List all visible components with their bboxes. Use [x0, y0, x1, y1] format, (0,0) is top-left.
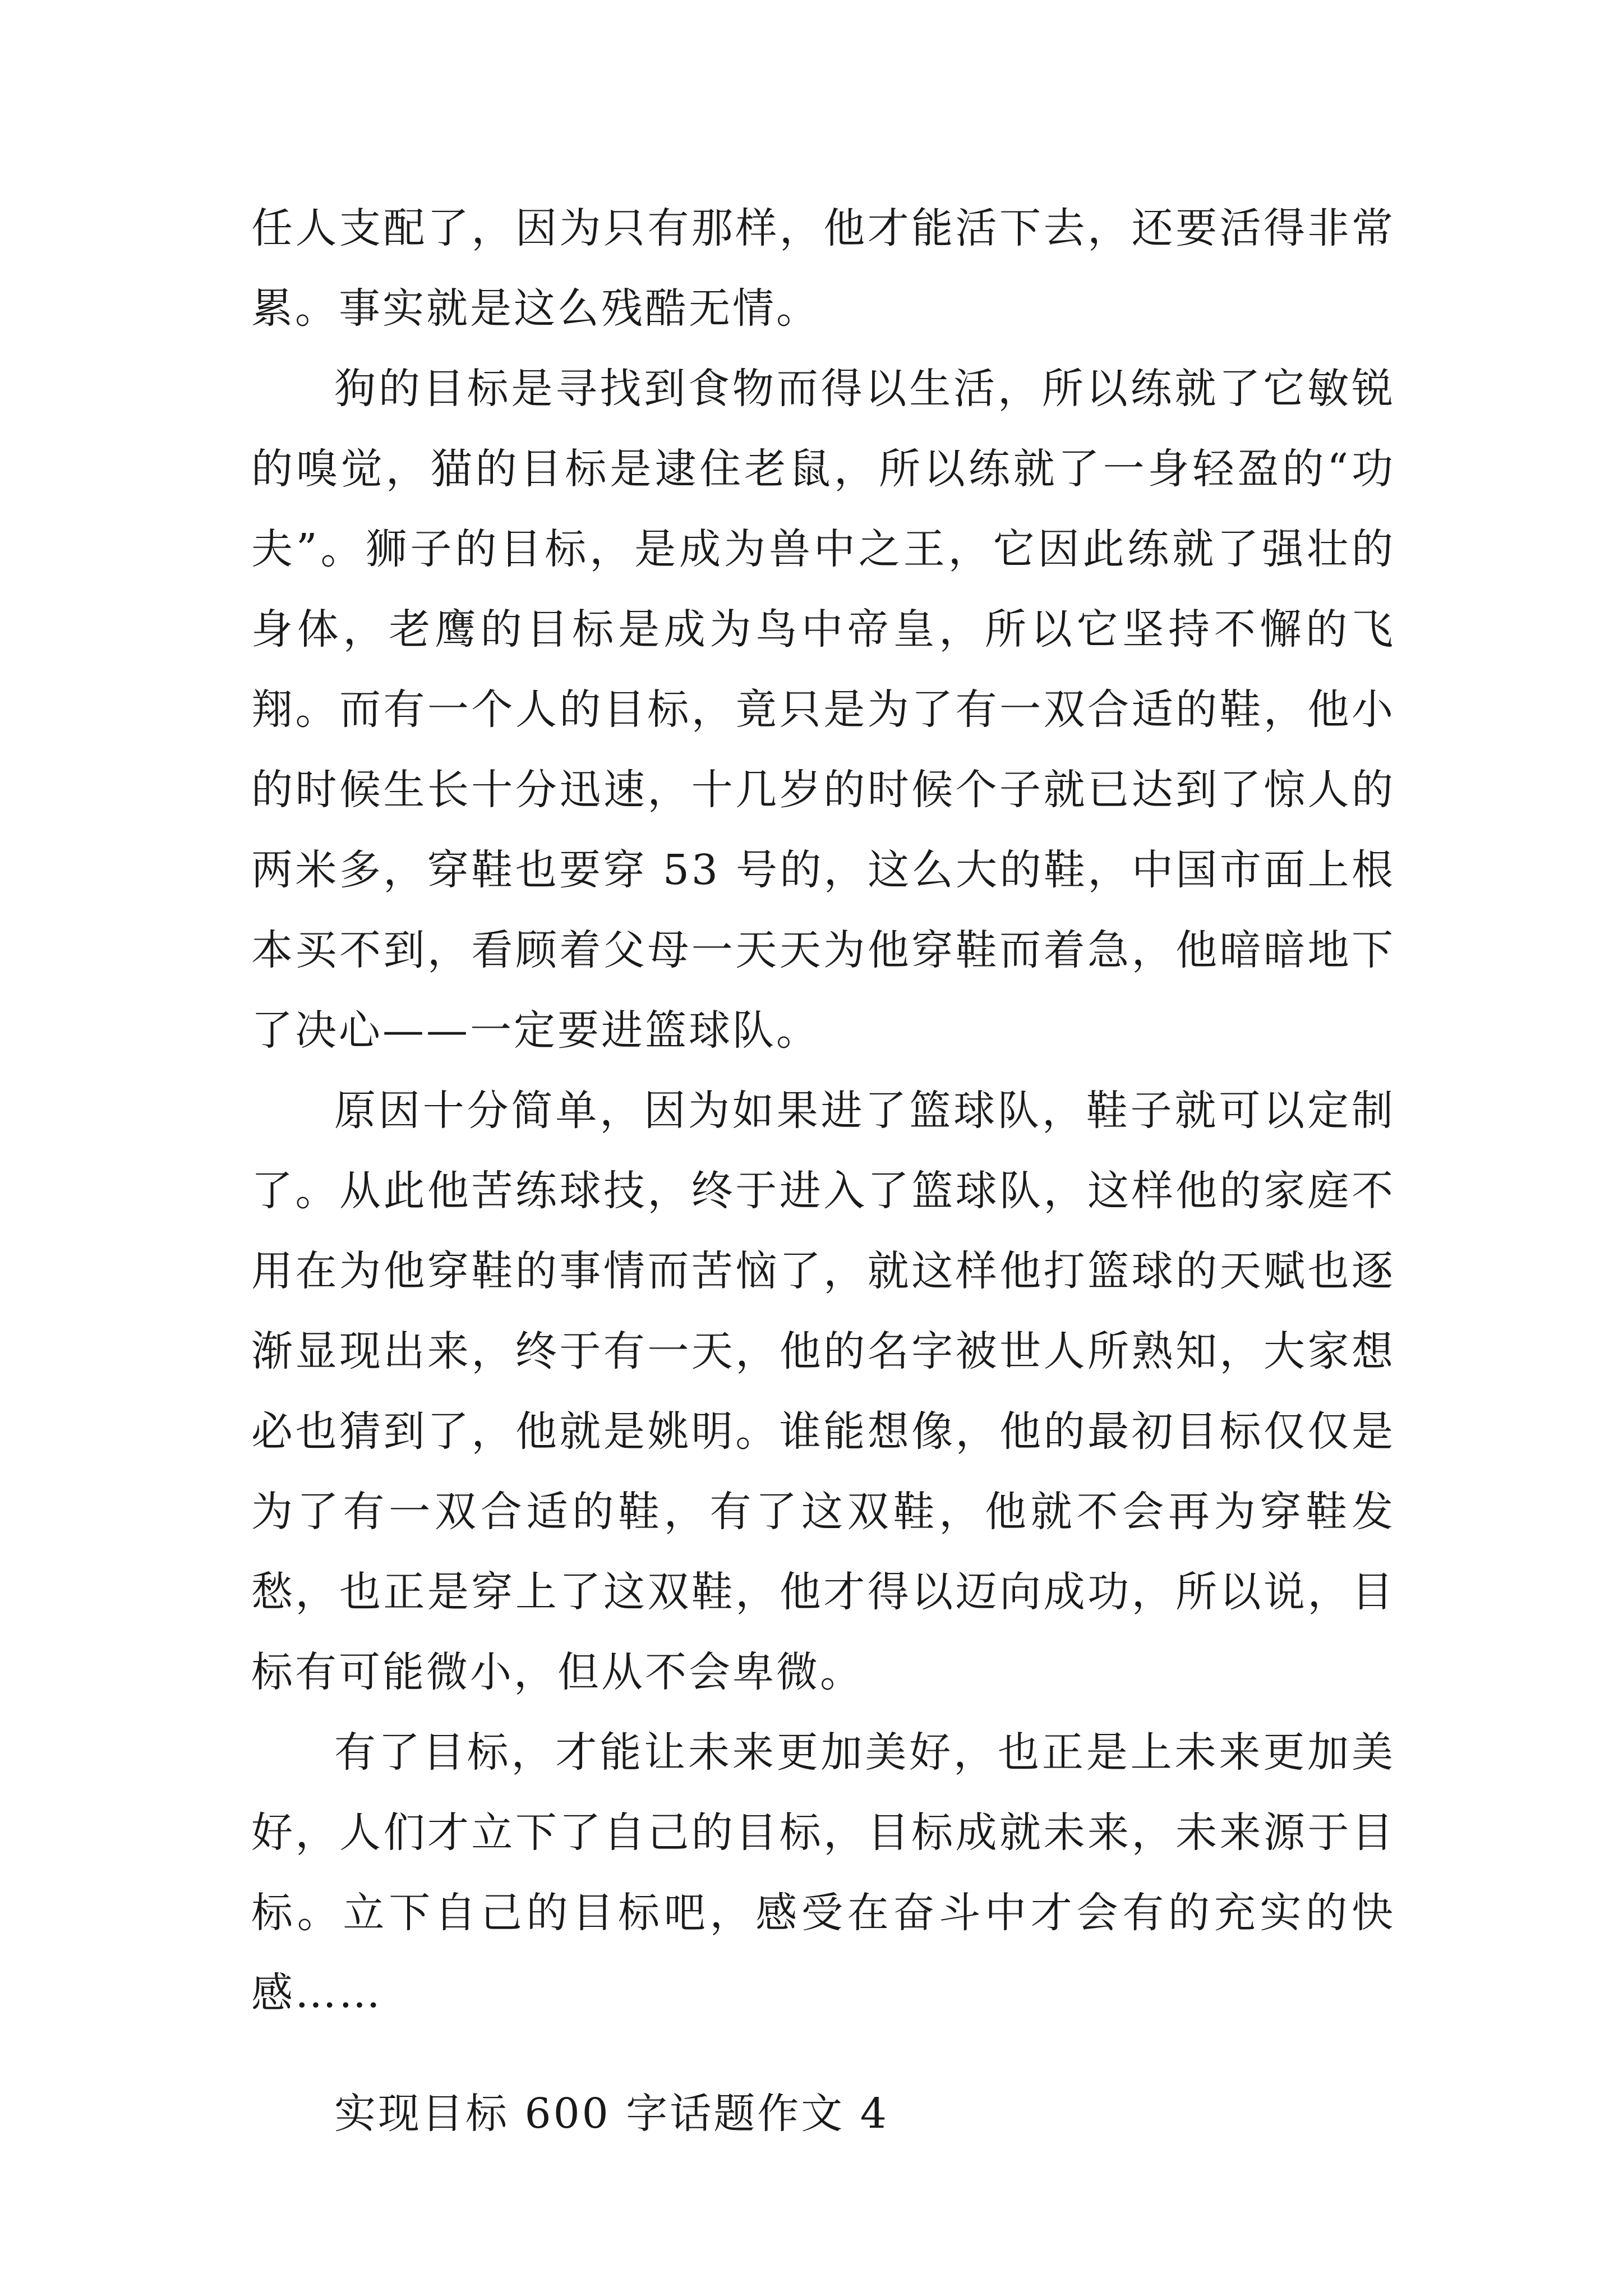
document-body	[251, 188, 1395, 2154]
paragraph-3: 原因十分简单，因为如果进了篮球队，鞋子就可以定制了。从此他苦练球技，终于进入了篮球队，这样他的家庭不用在为他穿鞋的事情而苦恼了，就这样他打篮球的天赋也逐渐显现出来，终于有一天，他的名字被世人所熟知，大家想必也猜到了，他就是姚明。谁能想像，他的最初目标仅仅是为了有一双合适的鞋，有了这双鞋，他就不会再为穿鞋发愁，也正是穿上了这双鞋，他才得以迈向成功，所以说，目标有可能微小，但从不会卑微。	[251, 1087, 1395, 1696]
section-heading: 实现目标 600 字话题作文 4	[334, 2090, 889, 2138]
paragraph-4: 有了目标，才能让未来更加美好，也正是上未来更加美好，人们才立下了自己的目标，目标成就未来，未来源于目标。立下自己的目标吧，感受在奋斗中才会有的充实的快感……	[251, 1728, 1395, 2017]
paragraph-2: 狗的目标是寻找到食物而得以生活，所以练就了它敏锐的嗅觉，猫的目标是逮住老鼠，所以练就了一身轻盈的“功夫”。狮子的目标，是成为兽中之王，它因此练就了强壮的身体，老鹰的目标是成为鸟中帝皇，所以它坚持不懈的飞翔。而有一个人的目标，竟只是为了有一双合适的鞋，他小的时候生长十分迅速，十几岁的时候个子就已达到了惊人的两米多，穿鞋也要穿 53 号的，这么大的鞋，中国市面上根本买不到，看顾着父母一天天为他穿鞋而着急，他暗暗地下了决心——一定要进篮球队。	[251, 365, 1395, 1055]
paragraph-1: 任人支配了，因为只有那样，他才能活下去，还要活得非常累。事实就是这么残酷无情。	[251, 204, 1395, 333]
